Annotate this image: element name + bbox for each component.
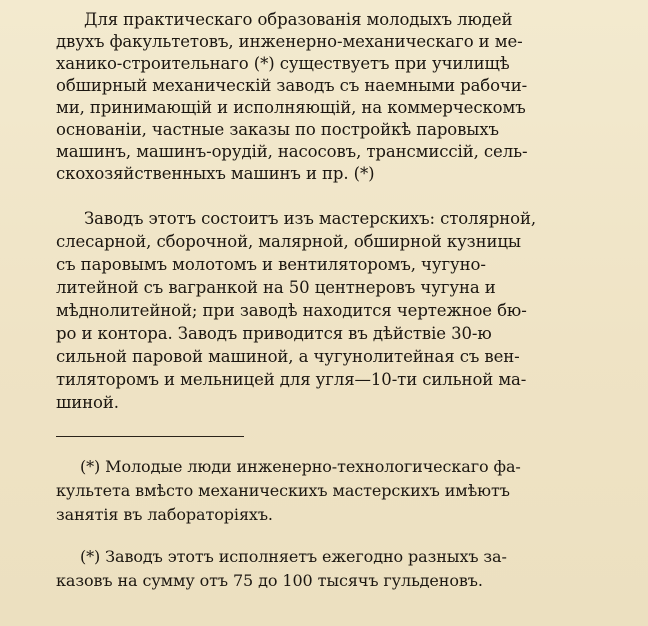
- text-line: мѣднолитейной; при заводѣ находится чертежное бю-: [56, 301, 527, 320]
- text-line: тиляторомъ и мельницей для угля—10-ти сильной ма-: [56, 370, 527, 389]
- text-line: ханико-строительнаго (*) существуетъ при училищѣ: [56, 54, 510, 73]
- footnote-separator: [56, 436, 244, 437]
- text-line: шиной.: [56, 393, 119, 412]
- footnote-line: казовъ на сумму отъ 75 до 100 тысячъ гульденовъ.: [56, 571, 483, 590]
- text-line: основаніи, частные заказы по постройкѣ паровыхъ: [56, 120, 499, 139]
- text-line: машинъ, машинъ-орудій, насосовъ, трансмиссій, сель-: [56, 142, 528, 161]
- footnote-line: культета вмѣсто механическихъ мастерскихъ имѣютъ: [56, 481, 510, 500]
- text-line: литейной съ вагранкой на 50 центнеровъ чугуна и: [56, 278, 496, 297]
- text-line: скохозяйственныхъ машинъ и пр. (*): [56, 164, 375, 183]
- text-line: двухъ факультетовъ, инженерно-механическаго и ме-: [56, 32, 523, 51]
- text-line: ми, принимающій и исполняющій, на коммерческомъ: [56, 98, 526, 117]
- text-line: сильной паровой машиной, а чугунолитейная съ вен-: [56, 347, 520, 366]
- footnote-line: занятія въ лабораторіяхъ.: [56, 505, 273, 524]
- text-line: обширный механическій заводъ съ наемными рабочи-: [56, 76, 528, 95]
- footnote-line: (*) Заводъ этотъ исполняетъ ежегодно разныхъ за-: [80, 547, 507, 566]
- text-line: Заводъ этотъ состоитъ изъ мастерскихъ: столярной,: [84, 209, 537, 228]
- text-line: Для практическаго образованія молодыхъ людей: [84, 10, 513, 29]
- text-line: слесарной, сборочной, малярной, обширной кузницы: [56, 232, 521, 251]
- text-line: съ паровымъ молотомъ и вентиляторомъ, чугуно-: [56, 255, 486, 274]
- text-line: ро и контора. Заводъ приводится въ дѣйствіе 30-ю: [56, 324, 492, 343]
- footnote-line: (*) Молодые люди инженерно-технологическаго фа-: [80, 457, 521, 476]
